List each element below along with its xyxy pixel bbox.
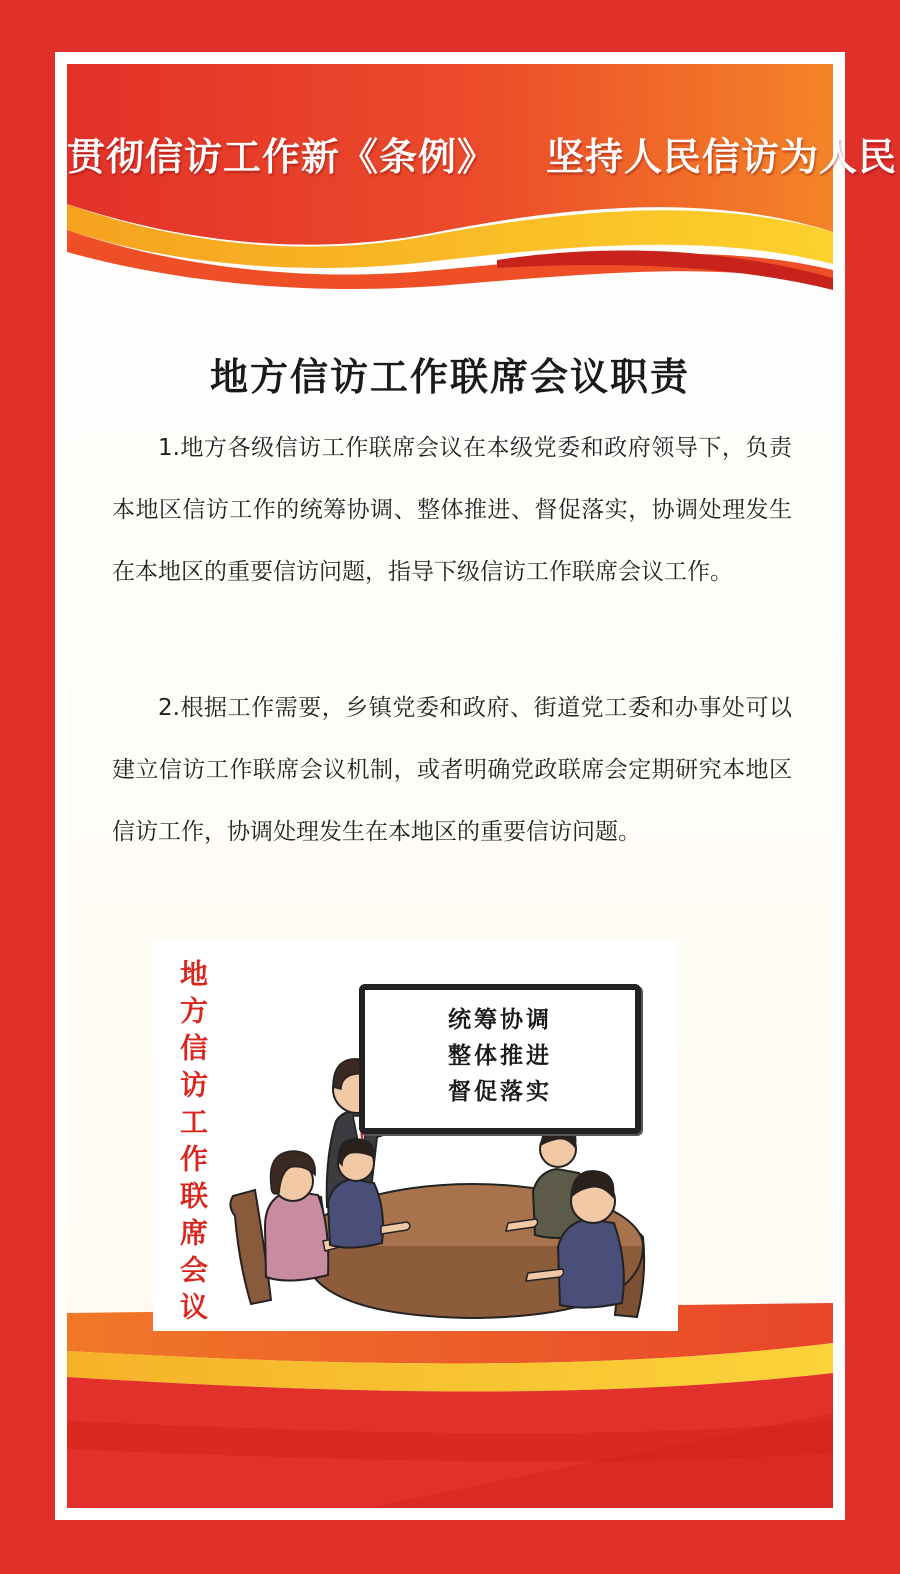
illustration-vertical-label: 地方信访工作联席会议 xyxy=(176,959,209,1329)
slogan-left: 贯彻信访工作新《条例》 xyxy=(67,135,497,179)
poster-inner xyxy=(67,64,898,1508)
presentation-board xyxy=(359,984,641,1134)
top-slogan xyxy=(67,126,898,181)
paragraph-2: 2.根据工作需要，乡镇党委和政府、街道党工委和办事处可以建立信访工作联席会议机制，或者明确党政联席会定期研究本地区信访工作，协调处理发生在本地区的重要信访问题。 xyxy=(112,695,792,845)
board-text xyxy=(365,1002,635,1110)
slogan-right: 坚持人民信访为人民 xyxy=(546,135,898,179)
board-line-2: 整体推进 xyxy=(448,1042,552,1069)
board-line-3: 督促落实 xyxy=(448,1078,552,1105)
bottom-banner-background xyxy=(67,1303,833,1508)
board-line-1: 统筹协调 xyxy=(448,1006,552,1033)
poster-frame xyxy=(55,52,898,1520)
paragraph-1: 1.地方各级信访工作联席会议在本级党委和政府领导下，负责本地区信访工作的统筹协调、整体推进、督促落实，协调处理发生在本地区的重要信访问题，指导下级信访工作联席会议工作。 xyxy=(112,435,792,585)
page-title: 地方信访工作联席会议职责 xyxy=(209,355,690,399)
